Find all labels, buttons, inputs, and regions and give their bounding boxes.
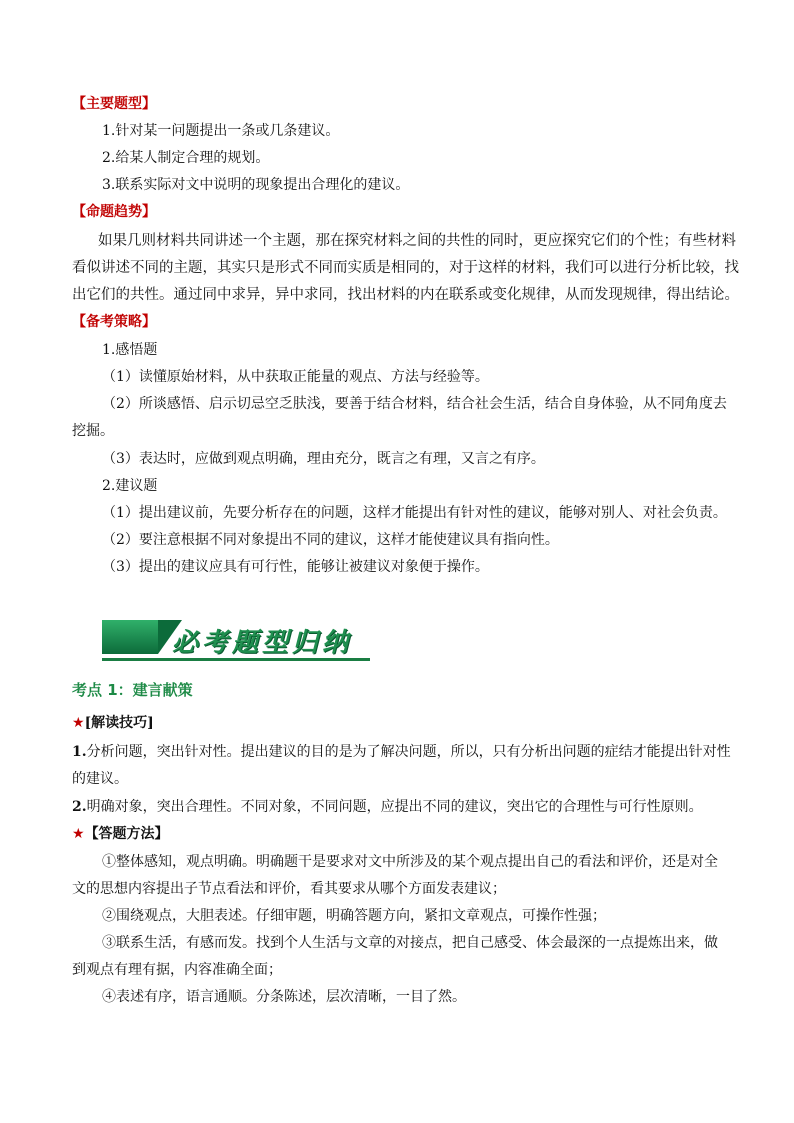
tip-number: 2.: [72, 799, 87, 815]
star-icon: ★: [72, 715, 85, 731]
tip-text: 明确对象，突出合理性。不同对象，不同问题，应提出不同的建议，突出它的合理性与可行性原则。: [86, 799, 703, 815]
tip-number: 1.: [72, 744, 87, 760]
strategy-item: （2）要注意根据不同对象提出不同的建议，这样才能使建议具有指向性。: [102, 532, 559, 548]
reading-tip-1: [72, 742, 731, 762]
strategy-item: （1）提出建议前，先要分析存在的问题，这样才能提出有针对性的建议，能够对别人、对社会负责。: [102, 505, 727, 521]
section-banner: [102, 620, 370, 662]
answer-method-line: 文的思想内容提出子节点看法和评价，看其要求从哪个方面发表建议；: [72, 881, 506, 897]
strategy-item: （1）读懂原始材料，从中获取正能量的观点、方法与经验等。: [102, 369, 489, 385]
reading-tips-heading-row: [72, 713, 154, 733]
main-types-item: 1.针对某一问题提出一条或几条建议。: [102, 123, 340, 139]
answer-method-heading: 【答题方法】: [84, 826, 169, 842]
tip-text: 分析问题，突出针对性。提出建议的目的是为了解决问题，所以，只有分析出问题的症结才能提出针对性: [86, 744, 731, 760]
reading-tip-2: [72, 797, 703, 817]
strategy-subheading: 1.感悟题: [102, 342, 158, 358]
answer-method-line: ①整体感知，观点明确。明确题干是要求对文中所涉及的某个观点提出自己的看法和评价，还是对全: [102, 854, 718, 870]
trend-paragraph-line: 出它们的共性。通过同中求异，异中求同，找出材料的内在联系或变化规律，从而发现规律，得出结论。: [72, 287, 739, 303]
main-types-item: 3.联系实际对文中说明的现象提出合理化的建议。: [102, 177, 410, 193]
main-types-heading: 【主要题型】: [72, 96, 156, 112]
answer-method-line: ④表述有序，语言通顺。分条陈述，层次清晰，一目了然。: [102, 989, 466, 1005]
trend-paragraph-line: 如果几则材料共同讲述一个主题，那在探究材料之间的共性的同时，更应探究它们的个性；有些材料: [98, 233, 736, 249]
answer-method-line: ②围绕观点，大胆表述。仔细审题，明确答题方向，紧扣文章观点，可操作性强；: [102, 908, 606, 924]
star-icon: ★: [72, 826, 85, 842]
reading-tip-1-cont: 的建议。: [72, 771, 128, 787]
strategy-item: （2）所谈感悟、启示切忌空乏肤浅，要善于结合材料，结合社会生活，结合自身体验，从不同角度去: [102, 396, 727, 412]
strategy-item: （3）提出的建议应具有可行性，能够让被建议对象便于操作。: [102, 559, 489, 575]
reading-tips-heading: [解读技巧]: [84, 715, 154, 731]
banner-title: 必考题型归纳: [172, 628, 353, 658]
strategy-item: 挖掘。: [72, 423, 114, 439]
trend-paragraph-line: 看似讲述不同的主题，其实只是形式不同而实质是相同的，对于这样的材料，我们可以进行分析比较，找: [72, 260, 739, 276]
strategy-heading: 【备考策略】: [72, 314, 156, 330]
strategy-subheading: 2.建议题: [102, 478, 158, 494]
answer-method-line: 到观点有理有据，内容准确全面；: [72, 962, 282, 978]
banner-underline: [102, 658, 370, 661]
answer-method-heading-row: [72, 824, 169, 844]
strategy-item: （3）表达时，应做到观点明确，理由充分，既言之有理，又言之有序。: [102, 451, 545, 467]
trend-heading: 【命题趋势】: [72, 204, 156, 220]
banner-bar-decoration: [102, 620, 158, 654]
main-types-item: 2.给某人制定合理的规划。: [102, 150, 270, 166]
answer-method-line: ③联系生活，有感而发。找到个人生活与文章的对接点，把自己感受、体会最深的一点提炼出来，做: [102, 935, 718, 951]
point1-heading: 考点 1：建言献策: [72, 681, 193, 699]
